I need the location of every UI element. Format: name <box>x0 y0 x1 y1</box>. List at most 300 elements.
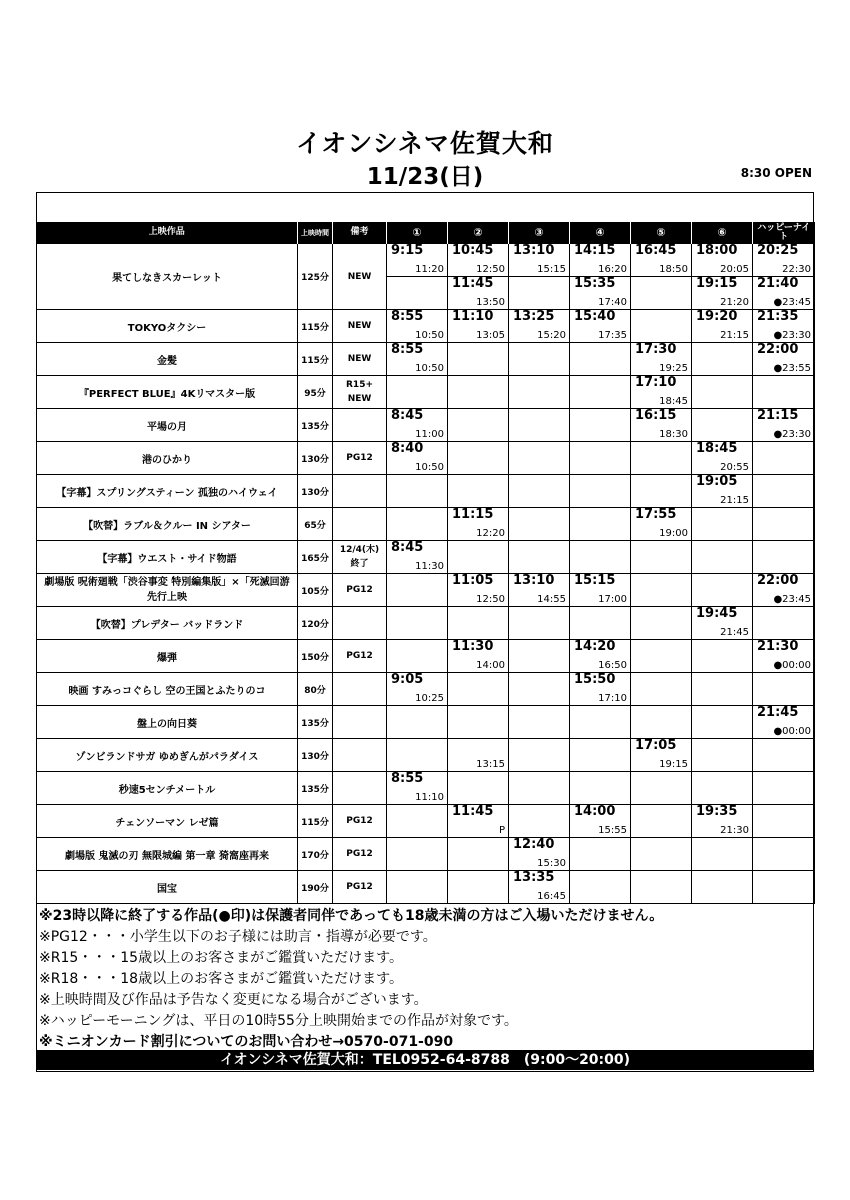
showtime-end: 20:55 <box>720 462 749 473</box>
movie-title <box>37 772 298 805</box>
showtime-slot <box>448 838 509 871</box>
showtime-start: 16:45 <box>635 243 677 258</box>
showtime-slot <box>387 310 448 343</box>
movie-note <box>333 607 387 640</box>
showtime-slot <box>631 409 692 442</box>
showtime-start: 21:15 <box>757 408 799 423</box>
showtime-slot <box>631 640 692 673</box>
showtime-slot <box>387 277 448 310</box>
showtime-end: 20:05 <box>720 264 749 275</box>
showtime-slot <box>448 739 509 772</box>
table-row <box>37 607 815 640</box>
movie-title-text: 【吹替】ラブル＆クルー IN シアター <box>83 520 251 532</box>
col-screen-1-header: ① <box>387 222 448 244</box>
open-time: 8:30 OPEN <box>740 166 812 180</box>
showtime-start: 21:45 <box>757 705 799 720</box>
showtime-slot <box>448 343 509 376</box>
movie-runtime: 125分 <box>298 244 333 310</box>
note-item: ※ハッピーモーニングは、平日の10時55分上映開始までの作品が対象です。 <box>39 1013 518 1029</box>
showtime-slot <box>509 508 570 541</box>
movie-note <box>333 706 387 739</box>
col-screen-3-header: ③ <box>509 222 570 244</box>
movie-note-text: NEW <box>347 271 372 282</box>
movie-note <box>333 442 387 475</box>
movie-note <box>333 739 387 772</box>
showtime-start: 19:35 <box>696 804 738 819</box>
showtime-end: ●23:30 <box>773 429 811 440</box>
showtime-slot <box>509 310 570 343</box>
table-row <box>37 343 815 376</box>
movie-title <box>37 673 298 706</box>
showtime-start: 16:15 <box>635 408 677 423</box>
showtime-slot <box>570 673 631 706</box>
showtime-slot <box>631 673 692 706</box>
movie-title-text: TOKYOタクシー <box>127 322 207 334</box>
showtime-end: 10:50 <box>415 330 444 341</box>
showtime-slot <box>692 673 753 706</box>
showtime-slot <box>448 640 509 673</box>
showtime-slot <box>387 673 448 706</box>
showtime-end: 18:45 <box>659 396 688 407</box>
showtime-slot <box>448 508 509 541</box>
showtime-slot <box>570 805 631 838</box>
showtime-start: 11:45 <box>452 804 494 819</box>
movie-title-text: 劇場版 呪術廻戦「渋谷事変 特別編集版」×「死滅回游 <box>44 577 290 588</box>
showtime-start: 19:45 <box>696 606 738 621</box>
showtime-slot <box>448 574 509 607</box>
movie-title <box>37 706 298 739</box>
showtime-slot <box>570 475 631 508</box>
col-screen-5-header: ⑤ <box>631 222 692 244</box>
showtime-start: 21:35 <box>757 309 799 324</box>
table-row <box>37 706 815 739</box>
movie-note <box>333 574 387 607</box>
table-row <box>37 871 815 904</box>
showtime-slot <box>753 475 815 508</box>
showtime-end: 21:20 <box>720 297 749 308</box>
movie-title-text: ゾンビランドサガ ゆめぎんがパラダイス <box>75 751 259 763</box>
movie-title <box>37 574 298 607</box>
showtime-slot <box>570 772 631 805</box>
showtime-slot <box>509 409 570 442</box>
showtime-start: 19:05 <box>696 474 738 489</box>
movie-note <box>333 343 387 376</box>
showtime-slot <box>570 442 631 475</box>
table-row <box>37 772 815 805</box>
showtime-end: 10:50 <box>415 462 444 473</box>
movie-note-text: PG12 <box>346 849 373 859</box>
showtime-start: 18:45 <box>696 441 738 456</box>
table-row <box>37 574 815 607</box>
showtime-slot <box>753 442 815 475</box>
showtime-end: 16:45 <box>537 891 566 902</box>
showtime-slot <box>509 376 570 409</box>
movie-note <box>333 871 387 904</box>
showtime-start: 8:55 <box>391 771 424 786</box>
showtime-start: 11:05 <box>452 573 494 588</box>
movie-note-text: NEW <box>347 354 372 364</box>
showtime-start: 15:15 <box>574 573 616 588</box>
showtime-end: ●00:00 <box>773 660 811 671</box>
movie-note-text: PG12 <box>346 453 373 463</box>
movie-title <box>37 739 298 772</box>
showtime-slot <box>387 739 448 772</box>
showtime-slot <box>387 508 448 541</box>
movie-title <box>37 541 298 574</box>
showtime-slot <box>448 607 509 640</box>
showtime-start: 21:40 <box>757 276 799 291</box>
showtime-start: 17:05 <box>635 738 677 753</box>
movie-title-text: 金髪 <box>157 355 177 367</box>
showtime-slot <box>692 574 753 607</box>
showtime-slot <box>631 244 692 277</box>
showtime-slot <box>448 772 509 805</box>
showtime-slot <box>570 310 631 343</box>
showtime-start: 8:45 <box>391 408 424 423</box>
showtime-slot <box>509 277 570 310</box>
showtime-slot <box>509 442 570 475</box>
table-row <box>37 640 815 673</box>
showtime-slot <box>509 244 570 277</box>
table-row <box>37 310 815 343</box>
showtime-slot <box>448 277 509 310</box>
table-row <box>37 805 815 838</box>
showtime-start: 8:40 <box>391 441 424 456</box>
showtime-slot <box>631 607 692 640</box>
showtime-end: 18:30 <box>659 429 688 440</box>
showtime-end: 17:35 <box>598 330 627 341</box>
movie-note <box>333 838 387 871</box>
showtime-slot <box>753 409 815 442</box>
showtime-start: 13:10 <box>513 243 555 258</box>
movie-title-text: 爆弾 <box>157 652 177 664</box>
showtime-slot <box>570 244 631 277</box>
col-runtime-header: 上映時間 <box>298 222 333 244</box>
col-happy-night-header: ハッピーナイト <box>753 222 815 244</box>
movie-note <box>333 805 387 838</box>
showtime-slot <box>631 508 692 541</box>
schedule-body <box>37 244 815 904</box>
movie-note <box>333 409 387 442</box>
showtime-slot <box>387 409 448 442</box>
showtime-end: ●23:55 <box>773 363 811 374</box>
showtime-slot <box>448 805 509 838</box>
showtime-slot <box>570 607 631 640</box>
movie-title-text: 盤上の向日葵 <box>137 718 197 730</box>
movie-runtime: 165分 <box>298 541 333 574</box>
showtime-end: 18:50 <box>659 264 688 275</box>
showtime-end: 17:00 <box>598 594 627 605</box>
showtime-end: 21:45 <box>720 627 749 638</box>
page-title: イオンシネマ佐賀大和 <box>296 129 554 158</box>
showtime-start: 14:15 <box>574 243 616 258</box>
showtime-end: 13:05 <box>476 330 505 341</box>
showtime-start: 9:05 <box>391 672 424 687</box>
showtime-slot <box>753 673 815 706</box>
movie-title <box>37 871 298 904</box>
showtime-end: 21:15 <box>720 330 749 341</box>
showtime-slot <box>692 838 753 871</box>
showtime-slot <box>692 541 753 574</box>
showtime-slot <box>753 574 815 607</box>
showtime-slot <box>570 838 631 871</box>
movie-title <box>37 442 298 475</box>
showtime-end: 15:20 <box>537 330 566 341</box>
showtime-slot <box>570 706 631 739</box>
col-title-header: 上映作品 <box>37 222 298 244</box>
movie-title <box>37 409 298 442</box>
showtime-slot <box>570 574 631 607</box>
table-row <box>37 376 815 409</box>
showtime-slot <box>631 706 692 739</box>
note-item: ※R15・・・15歳以上のお客さまがご鑑賞いただけます。 <box>39 950 403 966</box>
schedule-table <box>36 222 815 904</box>
movie-title-text: 秒速5センチメートル <box>118 784 216 796</box>
showtime-slot <box>509 475 570 508</box>
table-row <box>37 475 815 508</box>
movie-title-text: 【吹替】プレデター バッドランド <box>90 619 244 631</box>
showtime-slot <box>692 442 753 475</box>
movie-title <box>37 640 298 673</box>
showtime-start: 15:40 <box>574 309 616 324</box>
showtime-slot <box>692 310 753 343</box>
showtime-end: 15:30 <box>537 858 566 869</box>
showtime-slot <box>387 475 448 508</box>
showtime-end: 15:55 <box>598 825 627 836</box>
movie-note <box>333 772 387 805</box>
showtime-slot <box>387 574 448 607</box>
movie-runtime: 135分 <box>298 706 333 739</box>
showtime-slot <box>631 475 692 508</box>
showtime-slot <box>509 772 570 805</box>
showtime-slot <box>692 409 753 442</box>
showtime-slot <box>448 475 509 508</box>
showtime-start: 19:20 <box>696 309 738 324</box>
showtime-start: 11:10 <box>452 309 494 324</box>
showtime-slot <box>509 838 570 871</box>
movie-note <box>333 673 387 706</box>
showtime-slot <box>387 607 448 640</box>
col-screen-6-header: ⑥ <box>692 222 753 244</box>
showtime-slot <box>509 871 570 904</box>
showtime-slot <box>448 442 509 475</box>
showtime-slot <box>692 343 753 376</box>
col-screen-2-header: ② <box>448 222 509 244</box>
showtime-slot <box>387 871 448 904</box>
table-header-row <box>37 222 815 244</box>
showtime-slot <box>692 805 753 838</box>
movie-note <box>333 640 387 673</box>
movie-note <box>333 310 387 343</box>
movie-title-text: 国宝 <box>157 883 177 895</box>
movie-title <box>37 508 298 541</box>
movie-note-text-line2: NEW <box>347 394 372 404</box>
movie-note <box>333 376 387 409</box>
showtime-slot <box>509 343 570 376</box>
showtime-end: 17:10 <box>598 693 627 704</box>
showtime-slot <box>570 508 631 541</box>
showtime-end: P <box>498 825 505 836</box>
showtime-start: 8:55 <box>391 342 424 357</box>
showtime-slot <box>387 244 448 277</box>
movie-title <box>37 376 298 409</box>
showtime-end: 13:15 <box>476 759 505 770</box>
movie-title-text-line2: 先行上映 <box>147 592 187 603</box>
showtime-slot <box>753 343 815 376</box>
notes-section <box>36 906 814 1053</box>
showtime-slot <box>631 739 692 772</box>
showtime-slot <box>448 409 509 442</box>
movie-runtime: 135分 <box>298 772 333 805</box>
showtime-slot <box>631 541 692 574</box>
showtime-slot <box>509 739 570 772</box>
showtime-slot <box>753 838 815 871</box>
showtime-slot <box>387 541 448 574</box>
showtime-end: ●23:30 <box>773 330 811 341</box>
movie-runtime: 80分 <box>298 673 333 706</box>
showtime-slot <box>387 805 448 838</box>
movie-note-text: R15+ <box>346 380 373 390</box>
showtime-slot <box>509 706 570 739</box>
showtime-start: 17:30 <box>635 342 677 357</box>
showtime-end: 16:50 <box>598 660 627 671</box>
movie-runtime: 150分 <box>298 640 333 673</box>
showtime-slot <box>753 310 815 343</box>
movie-title <box>37 607 298 640</box>
showtime-slot <box>753 871 815 904</box>
showtime-end: 19:00 <box>659 528 688 539</box>
showtime-slot <box>509 607 570 640</box>
showtime-slot <box>448 541 509 574</box>
movie-note-text: PG12 <box>346 882 373 892</box>
movie-title-text: 劇場版 鬼滅の刃 無限城編 第一章 猗窩座再来 <box>65 850 269 862</box>
showtime-start: 15:35 <box>574 276 616 291</box>
note-item: ※R18・・・18歳以上のお客さまがご鑑賞いただけます。 <box>39 971 403 987</box>
movie-title <box>37 244 298 310</box>
showtime-slot <box>692 772 753 805</box>
showtime-slot <box>448 706 509 739</box>
showtime-slot <box>692 607 753 640</box>
showtime-slot <box>387 343 448 376</box>
showtime-end: 10:25 <box>415 693 444 704</box>
movie-runtime: 115分 <box>298 805 333 838</box>
showtime-end: 19:15 <box>659 759 688 770</box>
showtime-end: ●23:45 <box>773 594 811 605</box>
movie-note-text: 12/4(木) <box>339 545 380 555</box>
showtime-end: 12:50 <box>476 264 505 275</box>
showtime-slot <box>631 343 692 376</box>
showtime-start: 8:45 <box>391 540 424 555</box>
showtime-slot <box>692 244 753 277</box>
showtime-start: 13:10 <box>513 573 555 588</box>
showtime-slot <box>570 541 631 574</box>
movie-title-text: 港のひかり <box>142 454 192 466</box>
col-screen-4-header: ④ <box>570 222 631 244</box>
showtime-slot <box>692 640 753 673</box>
table-row <box>37 739 815 772</box>
table-row <box>37 409 815 442</box>
movie-title-text: 映画 すみっコぐらし 空の王国とふたりのコ <box>68 685 266 697</box>
showtime-slot <box>387 442 448 475</box>
showtime-end: 12:20 <box>476 528 505 539</box>
showtime-slot <box>631 376 692 409</box>
showtime-slot <box>753 640 815 673</box>
showtime-end: 22:30 <box>782 264 811 275</box>
showtime-slot <box>631 805 692 838</box>
showtime-slot <box>692 376 753 409</box>
showtime-slot <box>631 442 692 475</box>
movie-runtime: 120分 <box>298 607 333 640</box>
movie-note <box>333 475 387 508</box>
table-row <box>37 508 815 541</box>
showtime-slot <box>570 343 631 376</box>
movie-title <box>37 805 298 838</box>
showtime-slot <box>692 706 753 739</box>
showtime-slot <box>631 838 692 871</box>
movie-runtime: 105分 <box>298 574 333 607</box>
showtime-slot <box>509 574 570 607</box>
showtime-end: 21:15 <box>720 495 749 506</box>
showtime-end: 11:10 <box>415 792 444 803</box>
movie-note-text-line2: 終了 <box>350 559 369 569</box>
movie-title <box>37 475 298 508</box>
showtime-slot <box>753 376 815 409</box>
col-note-header: 備考 <box>333 222 387 244</box>
note-item: ※上映時間及び作品は予告なく変更になる場合がございます。 <box>39 992 428 1008</box>
showtime-end: ●23:45 <box>773 297 811 308</box>
movie-runtime: 65分 <box>298 508 333 541</box>
showtime-slot <box>448 673 509 706</box>
showtime-end: 11:30 <box>415 561 444 572</box>
movie-title <box>37 310 298 343</box>
movie-runtime: 115分 <box>298 343 333 376</box>
showtime-end: 19:25 <box>659 363 688 374</box>
movie-title-text: 【字幕】ウエスト・サイド物語 <box>97 553 237 565</box>
showtime-slot <box>692 871 753 904</box>
showtime-slot <box>570 640 631 673</box>
showtime-slot <box>631 277 692 310</box>
showtime-slot <box>509 640 570 673</box>
showtime-start: 8:55 <box>391 309 424 324</box>
showtime-slot <box>387 706 448 739</box>
movie-runtime: 135分 <box>298 409 333 442</box>
showtime-start: 9:15 <box>391 243 424 258</box>
movie-runtime: 190分 <box>298 871 333 904</box>
showtime-slot <box>631 871 692 904</box>
movie-runtime: 130分 <box>298 739 333 772</box>
showtime-slot <box>509 673 570 706</box>
showtime-start: 11:45 <box>452 276 494 291</box>
showtime-slot <box>570 739 631 772</box>
showtime-start: 12:40 <box>513 837 555 852</box>
showtime-slot <box>692 739 753 772</box>
showtime-slot <box>448 244 509 277</box>
showtime-start: 10:45 <box>452 243 494 258</box>
showtime-slot <box>753 772 815 805</box>
showtime-slot <box>631 310 692 343</box>
showtime-start: 22:00 <box>757 573 799 588</box>
showtime-slot <box>753 739 815 772</box>
table-row <box>37 673 815 706</box>
movie-title <box>37 343 298 376</box>
movie-note-text: PG12 <box>346 585 373 595</box>
showtime-start: 19:15 <box>696 276 738 291</box>
showtime-end: 17:40 <box>598 297 627 308</box>
showtime-slot <box>570 277 631 310</box>
showtime-end: 11:20 <box>415 264 444 275</box>
movie-note <box>333 244 387 310</box>
showtime-end: 14:55 <box>537 594 566 605</box>
